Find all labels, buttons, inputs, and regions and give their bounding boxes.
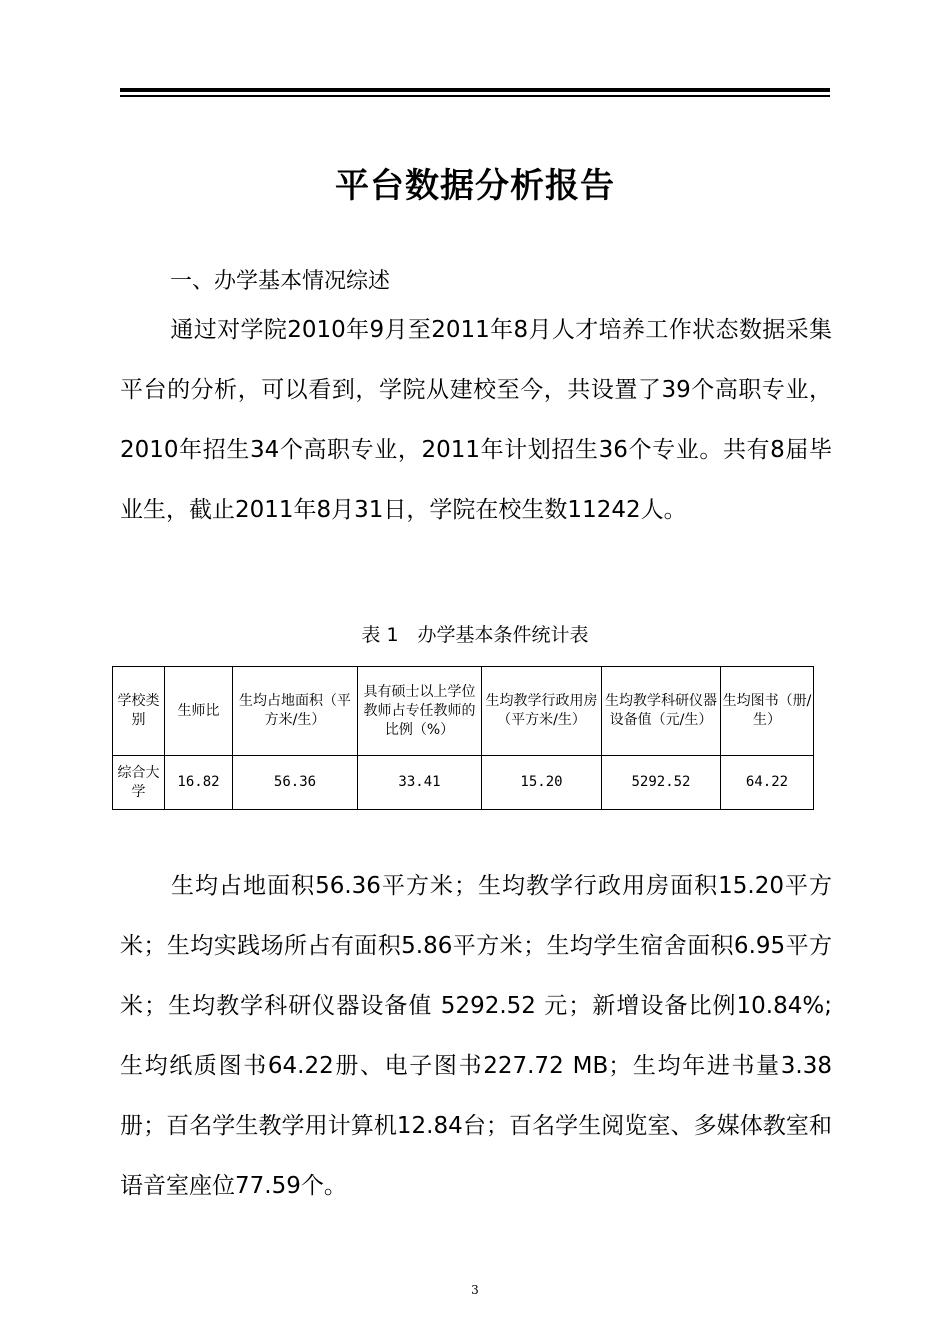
page-number: 3 (471, 1283, 479, 1297)
table-cell: 16.82 (165, 756, 233, 810)
header-rule-thick (120, 88, 830, 92)
intro-paragraph (120, 300, 832, 540)
table-cell: 64.22 (721, 756, 814, 810)
intro-paragraph-text: 通过对学院2010年9月至2011年8月人才培养工作状态数据采集平台的分析，可以看到，学院从建校至今，共设置了39个高职专业，2010年招生34个高职专业，2011年计划招生36个专业。共有8届毕业生，截止2011年8月31日，学院在校生数11242人。 (120, 317, 832, 523)
basic-conditions-table (112, 666, 814, 810)
header-cell: 具有硕士以上学位教师占专任教师的比例（%） (358, 667, 482, 756)
table-header-row (113, 667, 814, 756)
statistics-paragraph-text: 生均占地面积56.36平方米；生均教学行政用房面积15.20平方米；生均实践场所占有面积5.86平方米；生均学生宿舍面积6.95平方米；生均教学科研仪器设备值 5292.52 元；新增设备比例10.84%; 生均纸质图书64.22册、电子图书227.72 MB；生均年进书量3.38册；百名学生教学用计算机12.84台；百名学生阅览室、多媒体教室和语音室座位77.59个。 (120, 873, 832, 1199)
header-rule-thin (120, 95, 830, 97)
header-cell: 学校类别 (113, 667, 165, 756)
statistics-paragraph (120, 856, 832, 1216)
table-caption: 表 1 办学基本条件统计表 (361, 624, 589, 646)
table-row (113, 756, 814, 810)
header-cell: 生师比 (165, 667, 233, 756)
header-cell: 生均占地面积（平方米/生） (233, 667, 358, 756)
section-heading: 一、办学基本情况综述 (170, 269, 391, 294)
document-title: 平台数据分析报告 (335, 166, 615, 206)
header-cell: 生均教学行政用房（平方米/生） (482, 667, 602, 756)
table-cell: 综合大学 (113, 756, 165, 810)
table-cell: 56.36 (233, 756, 358, 810)
table-cell: 33.41 (358, 756, 482, 810)
header-cell: 生均图书（册/生） (721, 667, 814, 756)
table-cell: 15.20 (482, 756, 602, 810)
header-cell: 生均教学科研仪器设备值（元/生） (602, 667, 721, 756)
table-cell: 5292.52 (602, 756, 721, 810)
